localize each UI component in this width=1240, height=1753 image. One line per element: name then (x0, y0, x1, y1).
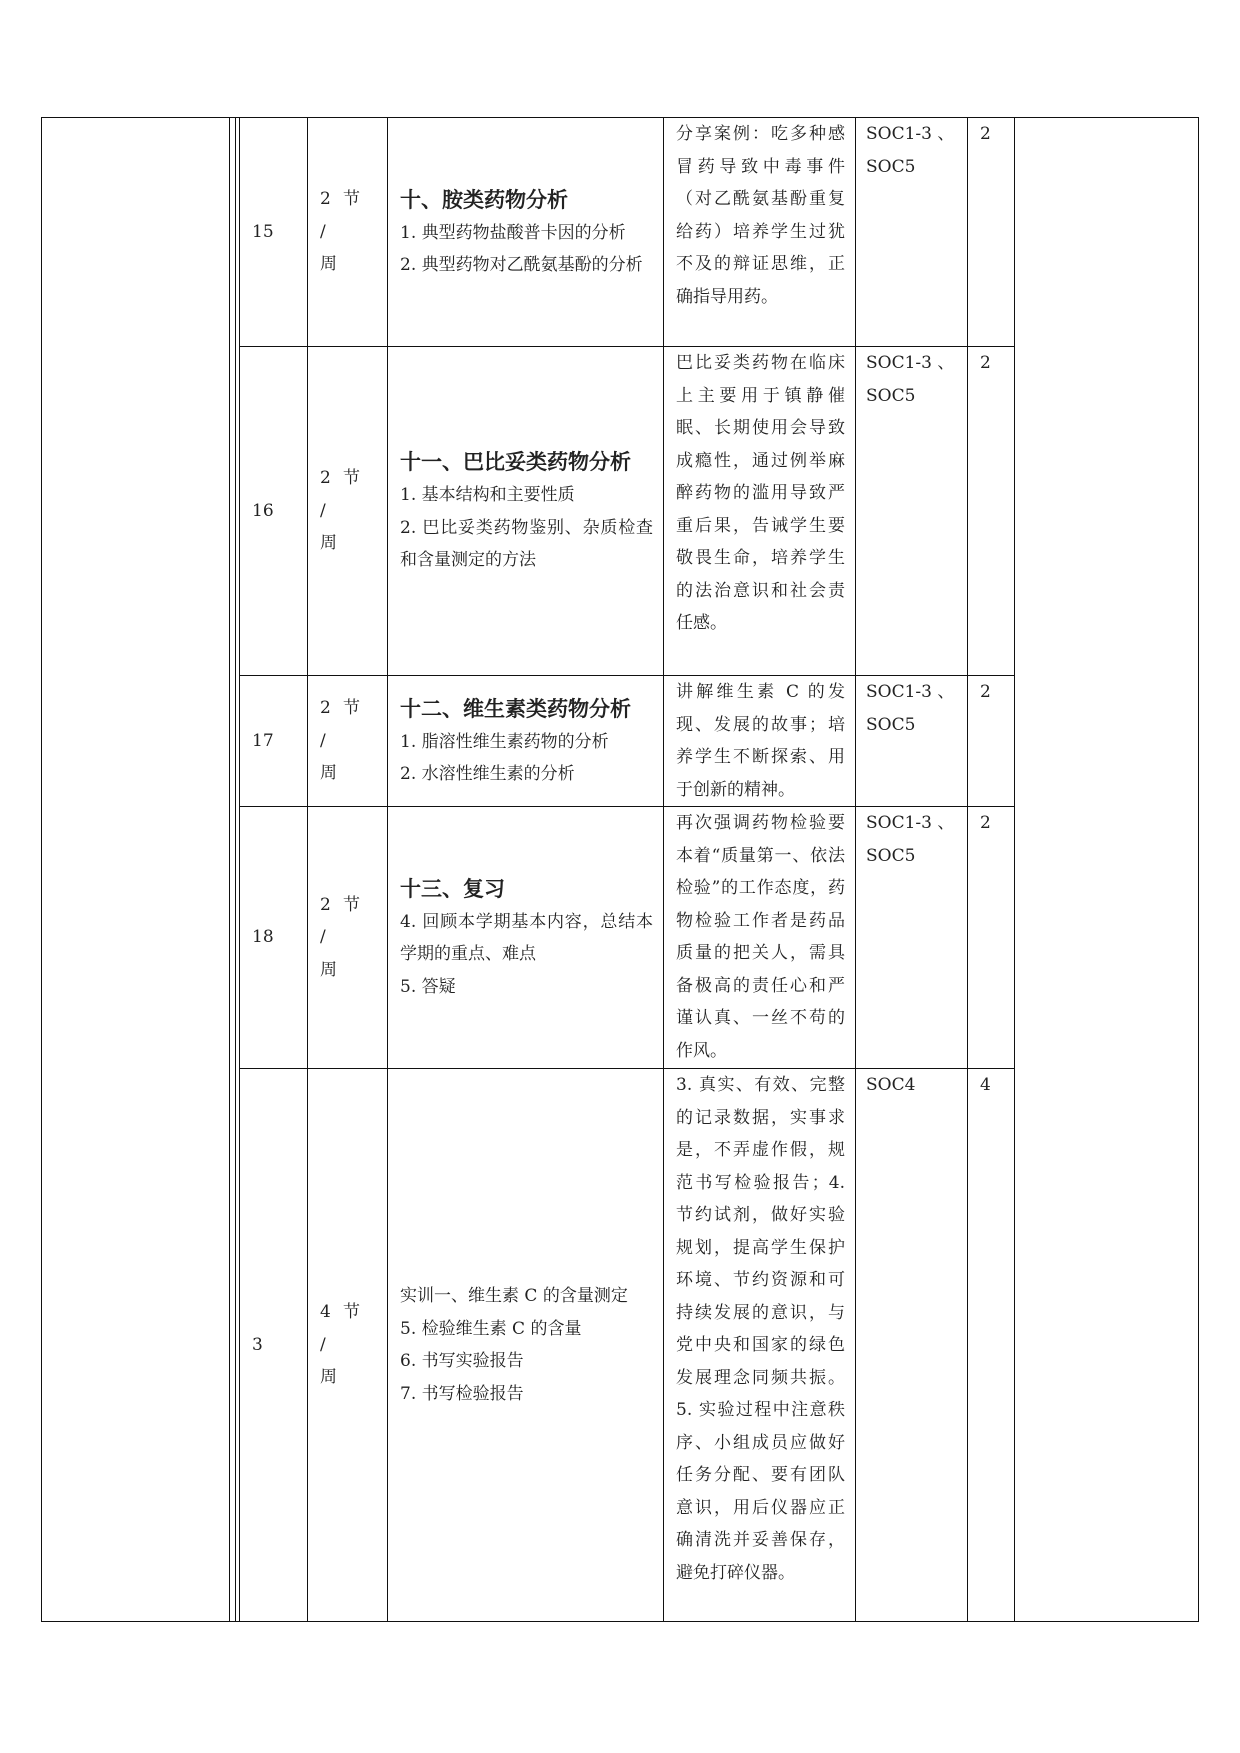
week-cell: 16 (240, 347, 308, 676)
hours-unit: 周 (320, 959, 337, 980)
content-cell (388, 118, 664, 347)
hours-cell (308, 676, 388, 807)
hours-unit: 周 (320, 763, 337, 784)
content-cell (388, 676, 664, 807)
hours-unit: 周 (320, 1367, 337, 1388)
chapter-title: 十一、巴比妥类药物分析 (400, 450, 631, 475)
content-item: 1. 典型药物盐酸普卡因的分析 (400, 222, 626, 243)
content-item: 5. 检验维生素 C 的含量 (400, 1318, 582, 1339)
content-item: 2. 巴比妥类药物鉴别、杂质检查和含量测定的方法 (400, 517, 653, 571)
content-item: 7. 书写检验报告 (400, 1383, 524, 1404)
ideology-cell: 分享案例：吃多种感冒药导致中毒事件（对乙酰氨基酚重复给药）培养学生过犹不及的辩证思维，正确指导用药。 (664, 118, 856, 347)
content-item: 2. 典型药物对乙酰氨基酚的分析 (400, 255, 643, 275)
class-hours-cell: 2 (968, 807, 1015, 1069)
hours-number: 2 节 / (320, 468, 360, 521)
content-item: 1. 基本结构和主要性质 (400, 485, 575, 506)
content-item: 5. 答疑 (400, 976, 456, 997)
chapter-title: 十二、维生素类药物分析 (400, 696, 631, 721)
table-row (240, 347, 1015, 676)
content-cell (388, 347, 664, 676)
soc-cell: SOC1-3 、SOC5 (856, 347, 968, 676)
content-item: 1. 脂溶性维生素药物的分析 (400, 731, 609, 752)
hours-cell (308, 1069, 388, 1622)
ideology-cell: 巴比妥类药物在临床上主要用于镇静催眠、长期使用会导致成瘾性，通过例举麻醉药物的滥用导致严重后果，告诫学生要敬畏生命，培养学生的法治意识和社会责任感。 (664, 347, 856, 676)
chapter-title: 十、胺类药物分析 (400, 187, 568, 212)
soc-cell: SOC1-3 、SOC5 (856, 807, 968, 1069)
content-item: 6. 书写实验报告 (400, 1351, 524, 1371)
class-hours-cell: 2 (968, 118, 1015, 347)
outer-column-divider (229, 117, 230, 1622)
class-hours-cell: 4 (968, 1069, 1015, 1622)
soc-cell: SOC4 (856, 1069, 968, 1622)
hours-cell (308, 118, 388, 347)
hours-number: 2 节 / (320, 189, 360, 242)
hours-unit: 周 (320, 254, 337, 275)
table-row (240, 118, 1015, 347)
hours-number: 2 节 / (320, 894, 360, 948)
week-cell: 15 (240, 118, 308, 347)
table-row (240, 807, 1015, 1069)
soc-cell: SOC1-3 、SOC5 (856, 676, 968, 807)
soc-cell: SOC1-3 、SOC5 (856, 118, 968, 347)
hours-unit: 周 (320, 533, 337, 554)
content-item: 4. 回顾本学期基本内容，总结本学期的重点、难点 (400, 911, 653, 965)
content-cell (388, 807, 664, 1069)
content-item: 2. 水溶性维生素的分析 (400, 764, 575, 784)
content-cell (388, 1069, 664, 1622)
ideology-cell: 讲解维生素 C 的发现、发展的故事；培养学生不断探索、用于创新的精神。 (664, 676, 856, 807)
ideology-cell: 3. 真实、有效、完整的记录数据，实事求是，不弄虚作假，规范书写检验报告；4. 节约试剂，做好实验规划，提高学生保护环境、节约资源和可持续发展的意识，与党中央和国家的绿色发展理念同频共振。5. 实验过程中注意秩序、小组成员应做好任务分配、要有团队意识，用后仪器应正确清洗并妥善保存，避免打碎仪器。 (664, 1069, 856, 1622)
week-cell: 3 (240, 1069, 308, 1622)
table-row (240, 1069, 1015, 1622)
week-cell: 17 (240, 676, 308, 807)
hours-cell (308, 347, 388, 676)
class-hours-cell: 2 (968, 676, 1015, 807)
hours-number: 4 节 / (320, 1302, 360, 1355)
hours-cell (308, 807, 388, 1069)
outer-column-divider-double (235, 117, 236, 1622)
chapter-title: 十三、复习 (400, 876, 505, 901)
class-hours-cell: 2 (968, 347, 1015, 676)
syllabus-table (239, 117, 1015, 1622)
table-row (240, 676, 1015, 807)
hours-number: 2 节 / (320, 698, 360, 751)
ideology-cell: 再次强调药物检验要本着“质量第一、依法检验”的工作态度，药物检验工作者是药品质量的把关人，需具备极高的责任心和严谨认真、一丝不苟的作风。 (664, 807, 856, 1069)
week-cell: 18 (240, 807, 308, 1069)
lab-title: 实训一、维生素 C 的含量测定 (400, 1286, 628, 1306)
